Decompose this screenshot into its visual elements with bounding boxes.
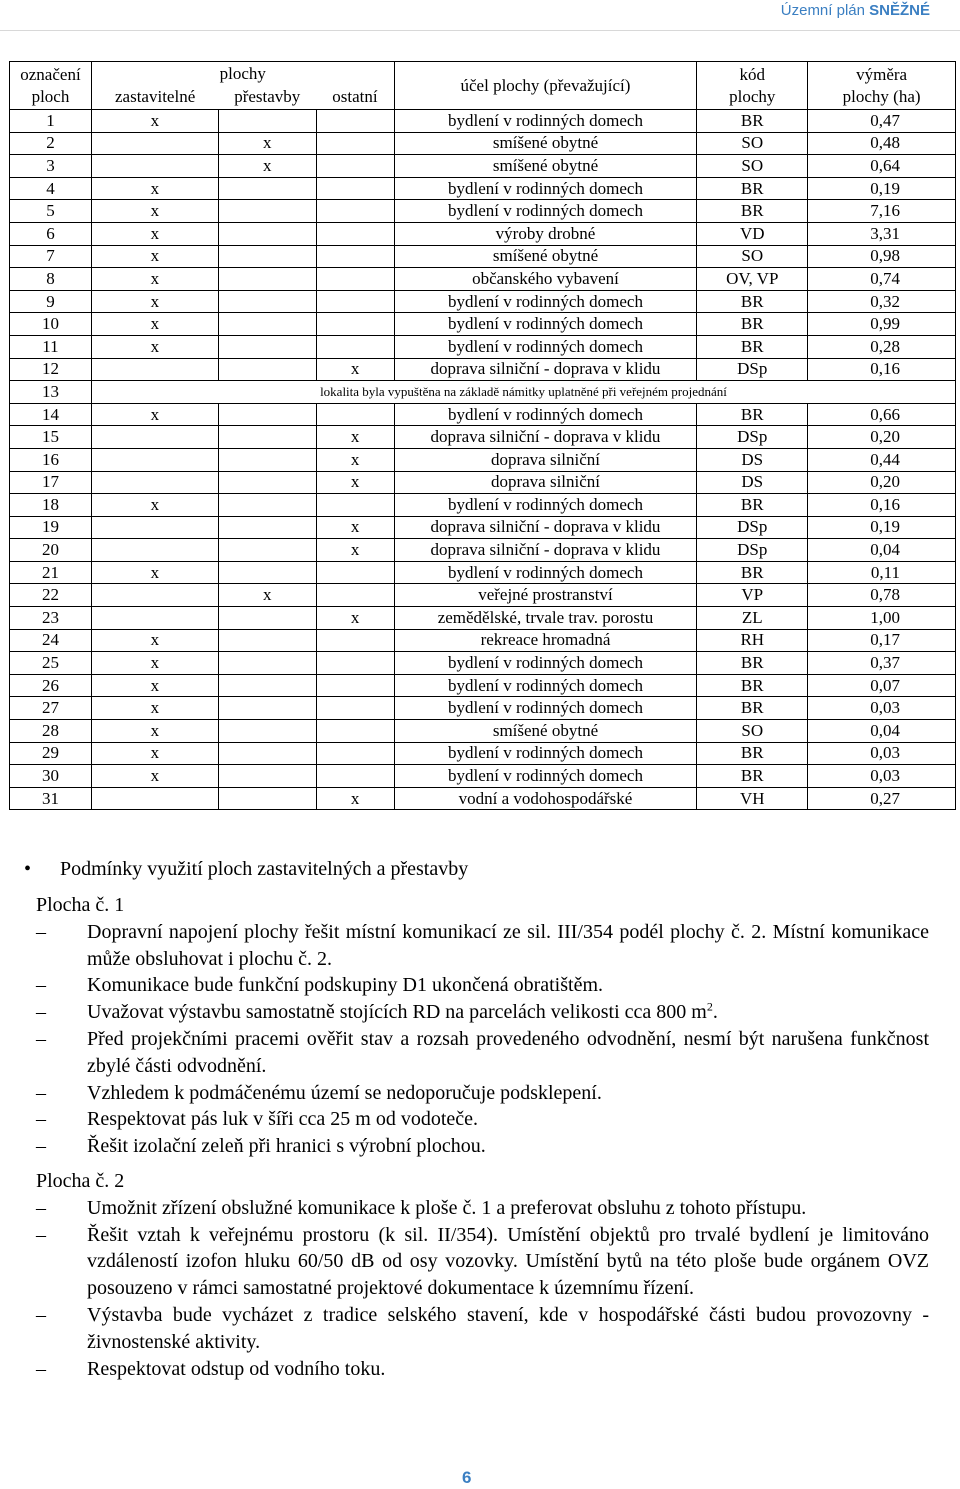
cell-id: 8 [10,268,92,291]
cell-ostatni [316,629,394,652]
cell-purpose: bydlení v rodinných domech [394,177,697,200]
cell-prestavby [218,765,316,788]
list-item: – Respektovat odstup od vodního toku. [36,1356,929,1383]
cell-area: 0,20 [808,426,956,449]
cell-code: VD [697,222,808,245]
list-item: – Řešit izolační zeleň při hranici s výrobní plochou. [36,1133,929,1160]
cell-code: RH [697,629,808,652]
cell-prestavby [218,674,316,697]
cell-area: 0,04 [808,539,956,562]
cell-prestavby [218,110,316,133]
cell-ostatni: x [316,448,394,471]
cell-ostatni [316,110,394,133]
cell-id: 23 [10,607,92,630]
cell-purpose: bydlení v rodinných domech [394,403,697,426]
cell-prestavby [218,742,316,765]
cell-zastavitelne: x [91,720,218,743]
cell-prestavby [218,720,316,743]
cell-purpose: doprava silniční - doprava v klidu [394,426,697,449]
cell-prestavby [218,448,316,471]
cell-code: BR [697,403,808,426]
cell-zastavitelne: x [91,697,218,720]
cell-purpose: bydlení v rodinných domech [394,290,697,313]
cell-purpose: vodní a vodohospodářské [394,787,697,810]
cell-area: 0,64 [808,155,956,178]
table-row [10,268,956,291]
plocha-2-list [36,1195,929,1383]
cell-purpose: doprava silniční [394,471,697,494]
cell-zastavitelne [91,358,218,381]
cell-id: 4 [10,177,92,200]
cell-prestavby [218,471,316,494]
table-row [10,765,956,788]
cell-code: BR [697,494,808,517]
table-row [10,539,956,562]
plocha-1-list [36,919,929,1160]
plocha-1-section [36,892,929,1160]
cell-area: 0,28 [808,335,956,358]
table-row [10,584,956,607]
cell-purpose: doprava silniční [394,448,697,471]
cell-prestavby [218,358,316,381]
cell-prestavby [218,561,316,584]
cell-purpose: smíšené obytné [394,132,697,155]
cell-ostatni [316,674,394,697]
cell-code: DSp [697,539,808,562]
plocha-2-section [36,1168,929,1382]
cell-id: 1 [10,110,92,133]
cell-id: 30 [10,765,92,788]
cell-prestavby [218,494,316,517]
cell-zastavitelne: x [91,245,218,268]
cell-ostatni [316,200,394,223]
cell-purpose: bydlení v rodinných domech [394,561,697,584]
cell-code: DSp [697,516,808,539]
header-code: kód plochy [697,62,808,110]
cell-zastavitelne [91,471,218,494]
cell-zastavitelne [91,584,218,607]
header-title-bold: SNĚŽNÉ [869,2,930,19]
cell-id: 5 [10,200,92,223]
cell-area: 3,31 [808,222,956,245]
cell-ostatni: x [316,787,394,810]
cell-id: 19 [10,516,92,539]
cell-id: 6 [10,222,92,245]
cell-zastavitelne [91,155,218,178]
table-row [10,516,956,539]
cell-purpose: bydlení v rodinných domech [394,674,697,697]
cell-prestavby: x [218,132,316,155]
cell-purpose: bydlení v rodinných domech [394,313,697,336]
table-row [10,200,956,223]
cell-zastavitelne: x [91,177,218,200]
cell-zastavitelne: x [91,335,218,358]
cell-prestavby [218,652,316,675]
list-item: – Vzhledem k podmáčenému území se nedoporučuje podsklepení. [36,1080,929,1107]
cell-prestavby [218,697,316,720]
conditions-heading [24,858,468,881]
cell-id: 26 [10,674,92,697]
table-row [10,110,956,133]
table-row [10,177,956,200]
cell-ostatni [316,245,394,268]
table-row [10,787,956,810]
list-item: – Umožnit zřízení obslužné komunikace k ploše č. 1 a preferovat obsluhu z tohoto přístupu. [36,1195,929,1222]
cell-area: 0,17 [808,629,956,652]
cell-code: BR [697,742,808,765]
header-zastavitelne: zastavitelné [91,86,218,110]
cell-code: SO [697,132,808,155]
table-row [10,290,956,313]
cell-purpose: rekreace hromadná [394,629,697,652]
cell-zastavitelne: x [91,200,218,223]
cell-ostatni [316,155,394,178]
cell-ostatni [316,290,394,313]
cell-prestavby [218,787,316,810]
cell-code: BR [697,561,808,584]
cell-id: 31 [10,787,92,810]
header-prestavby: přestavby [218,86,316,110]
cell-area: 0,19 [808,516,956,539]
table-row [10,245,956,268]
cell-prestavby [218,426,316,449]
cell-ostatni [316,652,394,675]
cell-code: BR [697,313,808,336]
cell-zastavitelne: x [91,629,218,652]
cell-prestavby [218,516,316,539]
cell-purpose: bydlení v rodinných domech [394,765,697,788]
table-row [10,471,956,494]
cell-code: DS [697,471,808,494]
cell-purpose: smíšené obytné [394,155,697,178]
cell-area: 0,03 [808,765,956,788]
cell-zastavitelne: x [91,313,218,336]
cell-purpose: veřejné prostranství [394,584,697,607]
cell-zastavitelne: x [91,110,218,133]
cell-area: 0,99 [808,313,956,336]
cell-prestavby [218,245,316,268]
cell-ostatni [316,268,394,291]
conditions-title: Podmínky využití ploch zastavitelných a přestavby [60,858,469,880]
cell-area: 0,98 [808,245,956,268]
cell-id: 17 [10,471,92,494]
cell-prestavby [218,200,316,223]
cell-area: 0,47 [808,110,956,133]
cell-zastavitelne: x [91,403,218,426]
cell-purpose: bydlení v rodinných domech [394,110,697,133]
cell-ostatni: x [316,539,394,562]
omitted-note: lokalita byla vypuštěna na základě námitky uplatněné při veřejném projednání [91,381,955,404]
list-item: – Výstavba bude vycházet z tradice selského stavení, kde v hospodářské části budou provozovny - živnostenské aktivity. [36,1302,929,1356]
table-row [10,607,956,630]
cell-prestavby [218,539,316,562]
cell-code: DSp [697,358,808,381]
cell-ostatni [316,335,394,358]
cell-id: 15 [10,426,92,449]
cell-zastavitelne [91,448,218,471]
cell-zastavitelne: x [91,561,218,584]
cell-zastavitelne [91,607,218,630]
cell-area: 0,32 [808,290,956,313]
cell-id: 3 [10,155,92,178]
page-number: 6 [462,1468,472,1487]
cell-code: VP [697,584,808,607]
cell-area: 0,37 [808,652,956,675]
cell-prestavby: x [218,155,316,178]
cell-area: 0,03 [808,697,956,720]
cell-code: SO [697,245,808,268]
table-row [10,494,956,517]
cell-code: DSp [697,426,808,449]
cell-prestavby [218,629,316,652]
cell-purpose: smíšené obytné [394,245,697,268]
cell-purpose: doprava silniční - doprava v klidu [394,358,697,381]
cell-id: 20 [10,539,92,562]
cell-code: DS [697,448,808,471]
list-item: – Řešit vztah k veřejnému prostoru (k sil. II/354). Umístění objektů pro trvalé bydlení je limitováno vzdáleností izofon hluku 60/50 dB od osy vozovky. Umístění bytů na této ploše bude orgánem OVZ posouzeno v rámci samostatné projektové dokumentace k územnímu řízení. [36,1222,929,1302]
cell-code: BR [697,177,808,200]
cell-code: OV, VP [697,268,808,291]
table-row [10,674,956,697]
cell-id: 25 [10,652,92,675]
cell-code: VH [697,787,808,810]
cell-code: BR [697,652,808,675]
cell-id: 13 [10,381,92,404]
cell-zastavitelne [91,132,218,155]
table-row [10,448,956,471]
cell-area: 0,78 [808,584,956,607]
cell-code: BR [697,674,808,697]
cell-purpose: bydlení v rodinných domech [394,494,697,517]
cell-zastavitelne [91,787,218,810]
cell-ostatni: x [316,516,394,539]
list-item: – Dopravní napojení plochy řešit místní komunikací ze sil. III/354 podél plochy č. 2. Místní komunikace může obsluhovat i plochu č. 2. [36,919,929,973]
cell-ostatni [316,403,394,426]
cell-code: BR [697,200,808,223]
cell-area: 7,16 [808,200,956,223]
cell-prestavby [218,313,316,336]
cell-area: 0,16 [808,358,956,381]
cell-code: BR [697,765,808,788]
plocha-2-title: Plocha č. 2 [36,1170,125,1192]
list-item: – Respektovat pás luk v šíři cca 25 m od vodoteče. [36,1106,929,1133]
cell-ostatni [316,561,394,584]
cell-purpose: výroby drobné [394,222,697,245]
table-row [10,629,956,652]
document-header [781,2,930,19]
cell-code: BR [697,697,808,720]
cell-code: SO [697,155,808,178]
cell-purpose: doprava silniční - doprava v klidu [394,539,697,562]
table-row [10,358,956,381]
cell-zastavitelne [91,539,218,562]
cell-area: 0,48 [808,132,956,155]
cell-area: 0,03 [808,742,956,765]
cell-ostatni: x [316,358,394,381]
cell-id: 22 [10,584,92,607]
cell-id: 2 [10,132,92,155]
list-item: – Před projekčními pracemi ověřit stav a rozsah provedeného odvodnění, nesmí být narušena funkčnost zbylé části odvodnění. [36,1026,929,1080]
superscript: 2 [706,999,713,1014]
cell-zastavitelne: x [91,494,218,517]
bullet-icon: • [24,858,32,880]
cell-zastavitelne: x [91,652,218,675]
cell-zastavitelne: x [91,290,218,313]
table-row [10,313,956,336]
cell-area: 0,20 [808,471,956,494]
cell-purpose: bydlení v rodinných domech [394,697,697,720]
cell-area: 0,04 [808,720,956,743]
cell-ostatni: x [316,426,394,449]
cell-id: 16 [10,448,92,471]
cell-id: 14 [10,403,92,426]
cell-id: 28 [10,720,92,743]
table-row [10,335,956,358]
cell-area: 0,11 [808,561,956,584]
cell-id: 21 [10,561,92,584]
table-row [10,742,956,765]
cell-ostatni [316,720,394,743]
cell-ostatni [316,765,394,788]
table-row [10,155,956,178]
cell-code: ZL [697,607,808,630]
cell-id: 9 [10,290,92,313]
cell-code: BR [697,290,808,313]
cell-zastavitelne [91,426,218,449]
cell-prestavby [218,403,316,426]
header-area: výměra plochy (ha) [808,62,956,110]
cell-area: 0,27 [808,787,956,810]
cell-id: 7 [10,245,92,268]
cell-code: SO [697,720,808,743]
cell-area: 0,07 [808,674,956,697]
cell-purpose: smíšené obytné [394,720,697,743]
cell-prestavby [218,607,316,630]
cell-zastavitelne: x [91,765,218,788]
cell-prestavby [218,177,316,200]
cell-purpose: bydlení v rodinných domech [394,335,697,358]
table-row [10,222,956,245]
header-title: Územní plán [780,2,865,19]
header-purpose: účel plochy (převažující) [394,62,697,110]
cell-purpose: občanského vybavení [394,268,697,291]
cell-id: 18 [10,494,92,517]
table-row [10,426,956,449]
cell-purpose: bydlení v rodinných domech [394,652,697,675]
cell-prestavby [218,290,316,313]
cell-area: 0,44 [808,448,956,471]
cell-id: 10 [10,313,92,336]
plocha-1-title: Plocha č. 1 [36,894,125,916]
table-row [10,561,956,584]
cell-code: BR [697,335,808,358]
cell-area: 0,74 [808,268,956,291]
header-plochy-group: plochy [91,62,394,86]
cell-area: 0,16 [808,494,956,517]
cell-id: 11 [10,335,92,358]
cell-id: 12 [10,358,92,381]
cell-prestavby [218,268,316,291]
cell-ostatni [316,494,394,517]
cell-ostatni [316,742,394,765]
cell-code: BR [697,110,808,133]
list-item: – Uvažovat výstavbu samostatně stojících RD na parcelách velikosti cca 800 $m^2$. [36,999,929,1026]
cell-ostatni [316,222,394,245]
cell-ostatni [316,132,394,155]
cell-ostatni: x [316,607,394,630]
cell-id: 27 [10,697,92,720]
cell-ostatni [316,313,394,336]
table-row [10,720,956,743]
table-row [10,132,956,155]
cell-area: 1,00 [808,607,956,630]
cell-zastavitelne: x [91,674,218,697]
cell-ostatni [316,177,394,200]
cell-ostatni [316,584,394,607]
header-id: označení ploch [10,62,92,110]
cell-prestavby [218,335,316,358]
cell-purpose: bydlení v rodinných domech [394,742,697,765]
table-row [10,697,956,720]
cell-area: 0,66 [808,403,956,426]
plots-table-body [10,110,956,810]
cell-prestavby [218,222,316,245]
table-row [10,652,956,675]
cell-ostatni [316,697,394,720]
cell-zastavitelne: x [91,222,218,245]
cell-purpose: doprava silniční - doprava v klidu [394,516,697,539]
header-divider [0,30,960,31]
plots-table [9,61,956,810]
cell-zastavitelne [91,516,218,539]
cell-prestavby: x [218,584,316,607]
list-item: – Komunikace bude funkční podskupiny D1 ukončená obratištěm. [36,972,929,999]
cell-zastavitelne: x [91,268,218,291]
cell-area: 0,19 [808,177,956,200]
cell-ostatni: x [316,471,394,494]
cell-purpose: bydlení v rodinných domech [394,200,697,223]
header-ostatni: ostatní [316,86,394,110]
cell-zastavitelne: x [91,742,218,765]
cell-id: 24 [10,629,92,652]
cell-purpose: zemědělské, trvale trav. porostu [394,607,697,630]
table-row [10,403,956,426]
cell-id: 29 [10,742,92,765]
table-row-omitted [10,381,956,404]
